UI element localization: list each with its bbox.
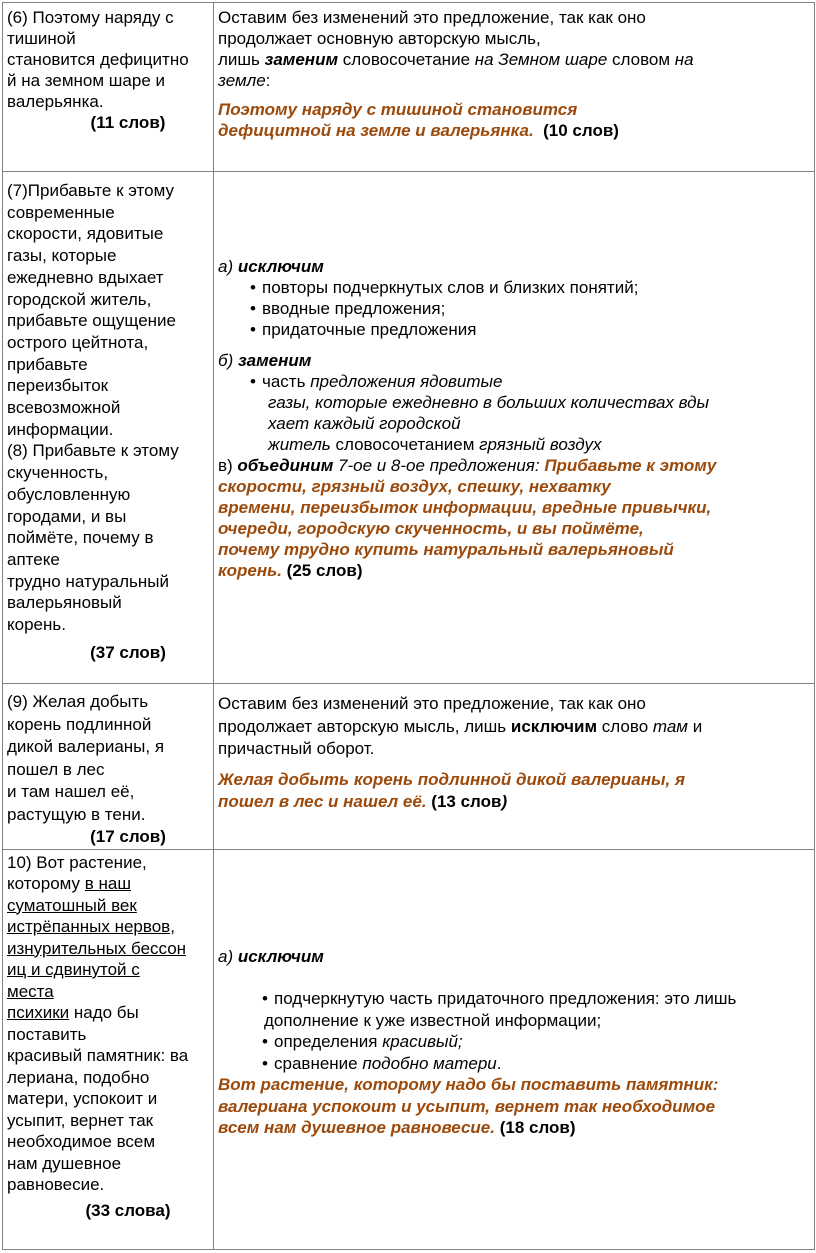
result-line: валериана успокоит и усыпит, вернет так необходимое [218,1096,716,1116]
original-line: равновесие. [7,1175,105,1194]
table-row [3,849,815,1249]
original-sentence-cell [3,172,214,684]
original-line: ежедневно вдыхает [7,267,164,287]
list-item: • подчеркнутую часть придаточного предложения: это лишь [262,989,737,1008]
original-line: трудно натуральный [7,571,170,591]
result-line: дефицитной на земле и валерьянка. (10 слов) [218,121,619,140]
list-item: • вводные предложения; [250,299,446,318]
original-line: городами, и вы [7,506,127,526]
word-count: (17 слов) [90,827,166,846]
word-count: (11 слов) [90,113,166,132]
result-line: скорости, грязный воздух, спешку, нехватку [218,477,611,496]
explanation-line: житель словосочетанием грязный воздух [268,435,602,454]
original-line: становится дефицитно [7,50,189,69]
bullet-icon: • [250,299,256,318]
original-line: скученность, [7,463,109,483]
bullet-icon: • [262,989,268,1008]
explanation-line: Оставим без изменений это предложение, так как оно [218,694,646,713]
explanation-line: дополнение к уже известной информации; [264,1010,602,1030]
table-row [3,684,815,850]
edit-explanation-cell [214,684,815,850]
remove-list [218,988,814,1010]
original-line: лериана, подобно [7,1067,150,1087]
list-item: • определения красивый; [262,1032,463,1051]
original-line: городской житель, [7,289,152,309]
list-item: • часть предложения ядовитые [250,372,503,391]
original-line: которому в наш [7,874,132,893]
explanation-line: продолжает авторскую мысль, лишь исключим слово там и [218,716,703,736]
bullet-icon: • [250,278,256,297]
remove-list [218,1031,814,1074]
replace-list [218,371,814,392]
original-line: истрёпанных нервов, [7,917,175,936]
result-line: почему трудно купить натуральный валерьяновый [218,540,674,559]
original-line: изнурительных бессон [7,938,187,958]
result-line: очереди, городскую скученность, и вы поймёте, [218,519,644,538]
step-a: а) исключим [218,946,324,966]
word-count: (25 слов) [281,561,363,580]
table-row [3,3,815,172]
original-line: й на земном шаре и [7,71,166,90]
original-line: необходимое всем [7,1132,156,1151]
bullet-icon: • [250,372,256,391]
edit-explanation-cell [214,3,815,172]
original-line: красивый памятник: ва [7,1046,189,1065]
original-line: растущую в тени. [7,804,146,824]
word-count: (13 слов [426,792,502,811]
original-line: (9) Желая добыть [7,692,149,711]
explanation-line: хает каждый городской [268,414,461,433]
original-line: (6) Поэтому наряду с [7,8,174,27]
bullet-icon: • [250,320,256,339]
comparison-table [2,2,815,1250]
original-line: (7)Прибавьте к этому [7,181,174,200]
result-line: всем нам душевное равновесие. (18 слов) [218,1118,576,1137]
result-line: Поэтому наряду с тишиной становится [218,100,578,119]
original-line: обусловленную [7,484,131,504]
step-a: а) исключим [218,257,324,276]
result-line: корень. (25 слов) [218,561,363,580]
word-count: (10 слов) [543,121,619,140]
original-line: валерьянка. [7,92,104,111]
original-line: и там нашел её, [7,782,135,801]
result-line: Желая добыть корень подлинной дикой валерианы, я [218,769,686,789]
original-line: прибавьте [7,354,88,374]
original-sentence-cell [3,684,214,850]
list-item: • повторы подчеркнутых слов и близких понятий; [250,278,639,297]
table-row [3,172,815,684]
explanation-line: лишь заменим словосочетание на Земном шаре словом на [218,50,694,69]
list-item: • придаточные предложения [250,320,477,339]
original-line: места [7,981,54,1001]
original-line: нам душевное [7,1153,122,1173]
result-line: времени, переизбыток информации, вредные привычки, [218,498,712,517]
original-line: переизбыток [7,376,109,396]
original-line: поставить [7,1024,87,1044]
original-line: скорости, ядовитые [7,224,164,244]
original-line: прибавьте ощущение [7,311,177,331]
original-line: всевозможной [7,398,121,418]
original-line: иц и сдвинутой с [7,960,140,979]
step-b: б) заменим [218,351,312,370]
explanation-line: земле: [218,71,271,90]
original-sentence-cell [3,849,214,1249]
original-sentence-cell [3,3,214,172]
original-line: информации. [7,419,114,439]
step-c: в) объединим 7-ое и 8-ое предложения: Прибавьте к этому [218,456,717,475]
word-count: (18 слов) [495,1118,576,1137]
explanation-line: Оставим без изменений это предложение, так как оно [218,8,646,27]
word-count: (33 слова) [85,1200,171,1220]
bullet-icon: • [262,1053,268,1073]
original-line: валерьяновый [7,593,122,613]
bullet-icon: • [262,1032,268,1051]
original-line: корень подлинной [7,714,152,734]
explanation-line: газы, которые ежедневно в больших количествах вды [268,393,710,412]
word-count: (37 слов) [90,642,166,662]
original-line: 10) Вот растение, [7,852,147,872]
result-line: Вот растение, которому надо бы поставить памятник: [218,1075,719,1094]
list-item: • сравнение подобно матери. [262,1053,502,1073]
original-line: матери, успокоит и [7,1089,158,1108]
explanation-line: причастный оборот. [218,739,375,758]
original-line: психики надо бы [7,1003,139,1022]
edit-explanation-cell [214,172,815,684]
original-line: суматошный век [7,895,137,915]
original-line: тишиной [7,29,76,48]
original-line: аптеке [7,549,60,569]
original-line: (8) Прибавьте к этому [7,441,179,461]
original-line: усыпит, вернет так [7,1110,154,1130]
original-line: дикой валерианы, я [7,737,165,756]
original-line: пошел в лес [7,759,105,779]
edit-explanation-cell [214,849,815,1249]
original-line: корень. [7,615,66,635]
explanation-line: продолжает основную авторскую мысль, [218,29,541,48]
original-line: современные [7,202,115,222]
result-line: пошел в лес и нашел её. (13 слов) [218,792,508,811]
original-line: поймёте, почему в [7,528,154,548]
remove-list [218,277,814,340]
original-line: газы, которые [7,246,117,266]
original-line: острого цейтнота, [7,332,149,352]
